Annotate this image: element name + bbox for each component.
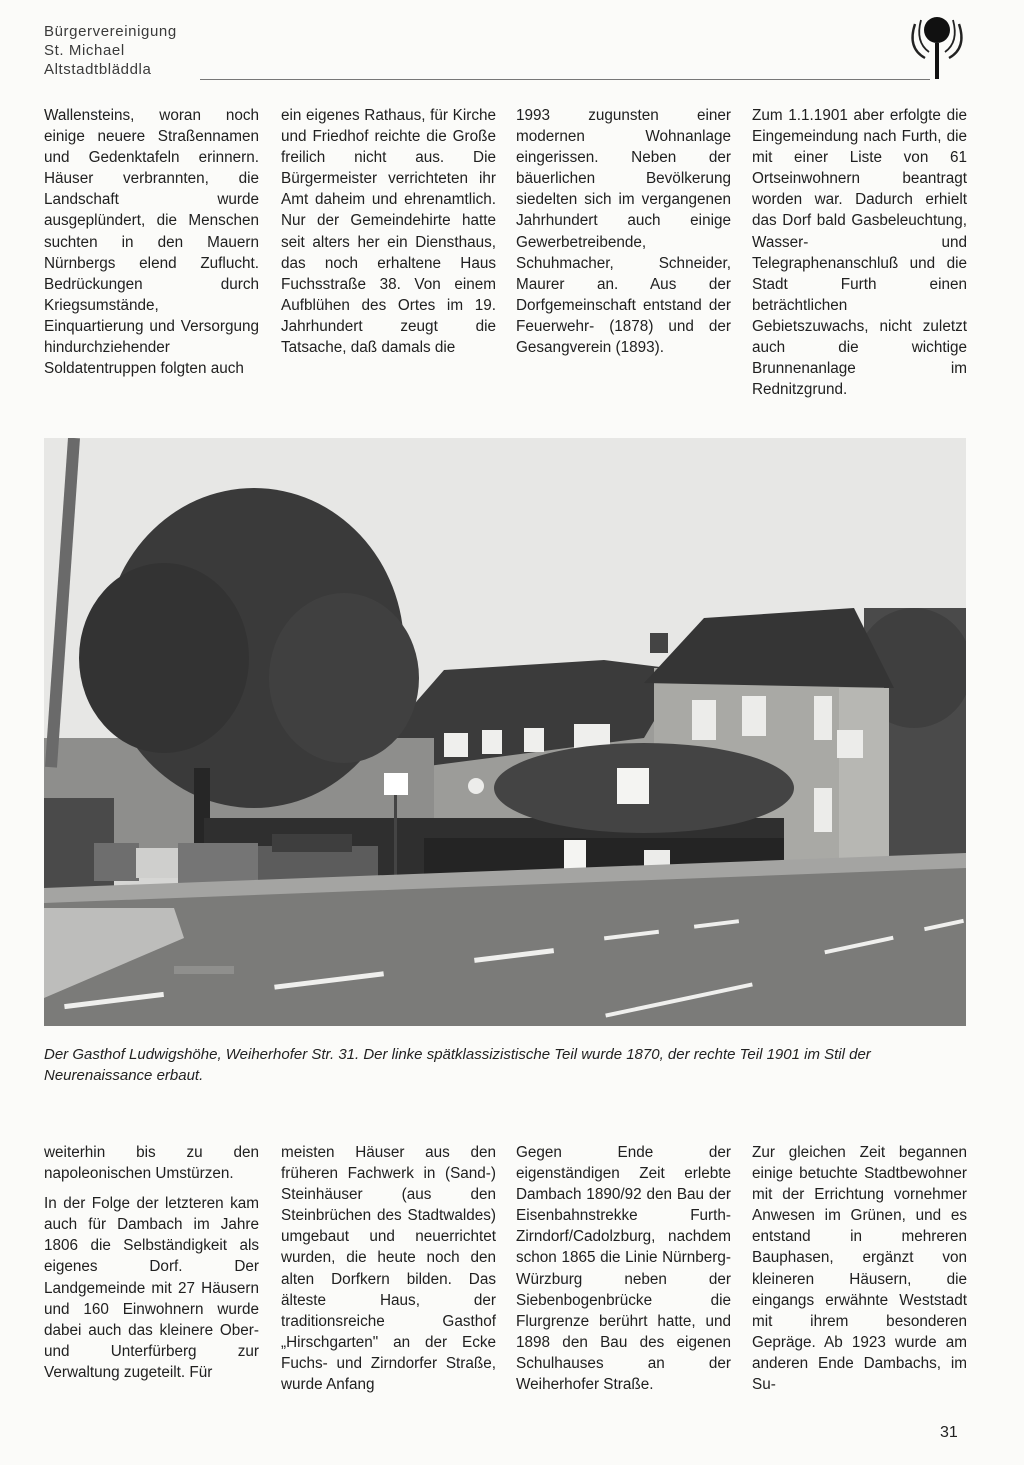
text-column-1-top: Wallensteins, woran noch einige neuere Straßennamen und Gedenktafeln erinnern. Häuser verbrannten, die Landschaft wurde ausgeplündert, die Menschen suchten in den Mauern Nürnbergs elend Zuflucht. Bedrückungen durch Kriegsumstände, Einquartierung und Versorgung hindurchziehender Soldatentruppen folgten auch	[44, 107, 259, 378]
masthead	[44, 22, 177, 79]
text-column-1-bottom	[44, 1142, 259, 1383]
text-column-4-top: Zum 1.1.1901 aber erfolgte die Eingemeindung nach Furth, die mit einer Liste von 61 Ortseinwohnern beantragt worden war. Dadurch erhielt das Dorf bald Gasbeleuchtung, Wasser- und Telegraphenanschluß und die Stadt Furth einen beträchtlichen Gebietszuwachs, nicht zuletzt auch die wichtige Brunnenanlage im Rednitzgrund.	[752, 107, 967, 399]
text-column-2-top: ein eigenes Rathaus, für Kirche und Friedhof reichte die Große freilich nicht aus. Die Bürgermeister verrichteten ihr Amt daheim und ehrenamtlich. Nur der Gemeindehirte hatte seit alters her ein Diensthaus, das noch erhaltene Haus Fuchsstraße 38. Von einem Aufblühen des Ortes im 19. Jahrhundert zeugt die Tatsache, daß damals die	[281, 107, 496, 357]
text-column-4-bottom: Zur gleichen Zeit begannen einige betuchte Stadtbewohner mit der Errichtung vornehmer Anwesen im Grünen, und es entstand in mehreren Bauphasen, ergänzt von kleineren Häusern, die eingangs erwähnte Weststadt mit ihrem besonderen Gepräge. Ab 1923 wurde am anderen Ende Dambachs, im Su-	[752, 1144, 967, 1394]
masthead-line-2: St. Michael	[44, 42, 125, 59]
header-rule	[200, 79, 930, 80]
text-column-2-bottom: meisten Häuser aus den früheren Fachwerk in (Sand-) Steinhäuser (aus den Steinbrüchen des Stadtwaldes) umgebaut und neuerrichtet wurden, die heute noch den alten Dorfkern bilden. Das älteste Haus, der traditionsreiche Gasthof „Hirschgarten" an der Ecke Fuchs- und Zirndorfer Straße, wurde Anfang	[281, 1144, 496, 1394]
paragraph: weiterhin bis zu den napoleonischen Umstürzen.	[44, 1144, 259, 1183]
association-emblem-icon	[905, 10, 969, 80]
masthead-line-1: Bürgervereinigung	[44, 23, 177, 40]
page-number: 31	[940, 1424, 958, 1441]
text-column-3-bottom: Gegen Ende der eigenständigen Zeit erlebte Dambach 1890/92 den Bau der Eisenbahnstrekke Furth-Zirndorf/Cadolzburg, nachdem schon 1865 die Linie Nürnberg-Würzburg neben der Siebenbogenbrücke die Flurgrenze berührt hatte, und 1898 den Bau des eigenen Schulhauses an der Weiherhofer Straße.	[516, 1144, 731, 1394]
masthead-line-3: Altstadtbläddla	[44, 61, 152, 78]
photo-gasthof-ludwigshoehe	[44, 438, 966, 1026]
text-column-3-top: 1993 zugunsten einer modernen Wohnanlage eingerissen. Neben der bäuerlichen Bevölkerung siedelten sich im vergangenen Jahrhundert auch einige Gewerbetreibende, Schuhmacher, Schneider, Maurer an. Aus der Dorfgemeinschaft entstand der Feuerwehr- (1878) und der Gesangverein (1893).	[516, 107, 731, 357]
paragraph: In der Folge der letzteren kam auch für Dambach im Jahre 1806 die Selbständigkeit als eigenes Dorf. Der Landgemeinde mit 27 Häusern und 160 Einwohnern wurde dabei auch das kleinere Ober- und Unterfürberg zur Verwaltung zugeteilt. Für	[44, 1195, 259, 1381]
photo-caption: Der Gasthof Ludwigshöhe, Weiherhofer Str. 31. Der linke spätklassizistische Teil wurde 1870, der rechte Teil 1901 im Stil der Neurenaissance erbaut.	[44, 1046, 871, 1084]
